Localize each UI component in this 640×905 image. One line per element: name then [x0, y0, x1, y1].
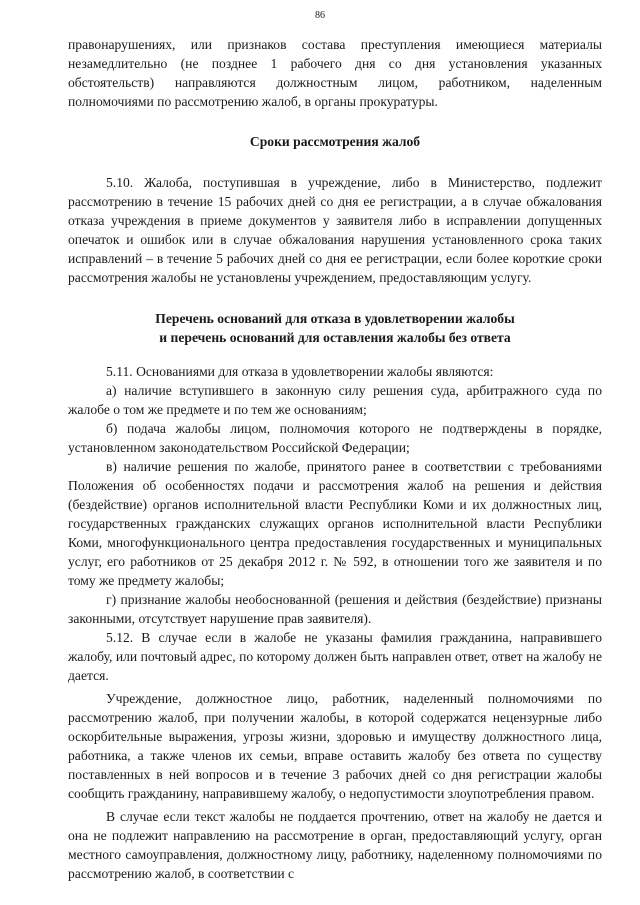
list-item-b: б) подача жалобы лицом, полномочия которого не подтверждены в порядке, установленном законодательством Российской Федерации; — [68, 421, 602, 455]
list-item-a: а) наличие вступившего в законную силу решения суда, арбитражного суда по жалобе о том же предмете и по тем же основаниям; — [68, 383, 602, 417]
paragraph-5-11: 5.11. Основаниями для отказа в удовлетворении жалобы являются: — [106, 364, 494, 379]
paragraph-intro: правонарушениях, или признаков состава преступления имеющиеся материалы незамедлительно (не позднее 1 рабочего дня со дня установления указанных обстоятельств) направляются должностным лицом, работником, наделенным полномочиями по рассмотрению жалоб, в органы прокуратуры. — [68, 37, 602, 109]
paragraph-unreadable-text: В случае если текст жалобы не поддается прочтению, ответ на жалобу не дается и она не подлежит направлению на рассмотрение в орган, предоставляющий услугу, орган местного самоуправления, должностному лицу, работнику, наделенному полномочиями по рассмотрению жалоб, в соответствии с — [68, 809, 602, 881]
heading-refusal-grounds — [68, 309, 602, 347]
page-number: 86 — [315, 10, 325, 21]
list-item-g: г) признание жалобы необоснованной (решения и действия (бездействие) признаны законными, отсутствует нарушение прав заявителя). — [68, 592, 602, 626]
paragraph-institution-rights: Учреждение, должностное лицо, работник, наделенный полномочиями по рассмотрению жалоб, при получении жалобы, в которой содержатся нецензурные либо оскорбительные выражения, угрозы жизни, здоровью и имуществу должностного лица, работника, а также членов их семьи, вправе оставить жалобу без ответа по существу поставленных в ней вопросов и в течение 3 рабочих дней со дня регистрации жалобы сообщить гражданину, направившему жалобу, о недопустимости злоупотребления правом. — [68, 691, 602, 801]
paragraph-5-12: 5.12. В случае если в жалобе не указаны фамилия гражданина, направившего жалобу, или почтовый адрес, по которому должен быть направлен ответ, ответ на жалобу не дается. — [68, 630, 602, 683]
list-item-v: в) наличие решения по жалобе, принятого ранее в соответствии с требованиями Положения об особенностях подачи и рассмотрения жалоб на решения и действия (бездействие) органов исполнительной власти Республики Коми и их должностных лиц, государственных гражданских служащих органов исполнительной власти Республики Коми, многофункционального центра предоставления государственных и муниципальных услуг, его работников от 25 декабря 2012 г. № 592, в отношении того же заявителя и по тому же предмету жалобы; — [68, 459, 602, 588]
heading-complaint-terms: Сроки рассмотрения жалоб — [249, 134, 421, 149]
heading-refusal-line-2: и перечень оснований для оставления жалобы без ответа — [159, 330, 511, 345]
paragraph-5-10: 5.10. Жалоба, поступившая в учреждение, либо в Министерство, подлежит рассмотрению в течение 15 рабочих дней со дня ее регистрации, а в случае обжалования отказа учреждения в приеме документов у заявителя либо в исправлении допущенных опечаток и ошибок или в случае обжалования нарушения установленного срока таких исправлений – в течение 5 рабочих дней со дня ее регистрации, если более короткие сроки рассмотрения жалобы не установлены учреждением, предоставляющим услугу. — [68, 175, 602, 285]
heading-refusal-line-1: Перечень оснований для отказа в удовлетворении жалобы — [155, 311, 515, 326]
document-body — [68, 35, 602, 883]
